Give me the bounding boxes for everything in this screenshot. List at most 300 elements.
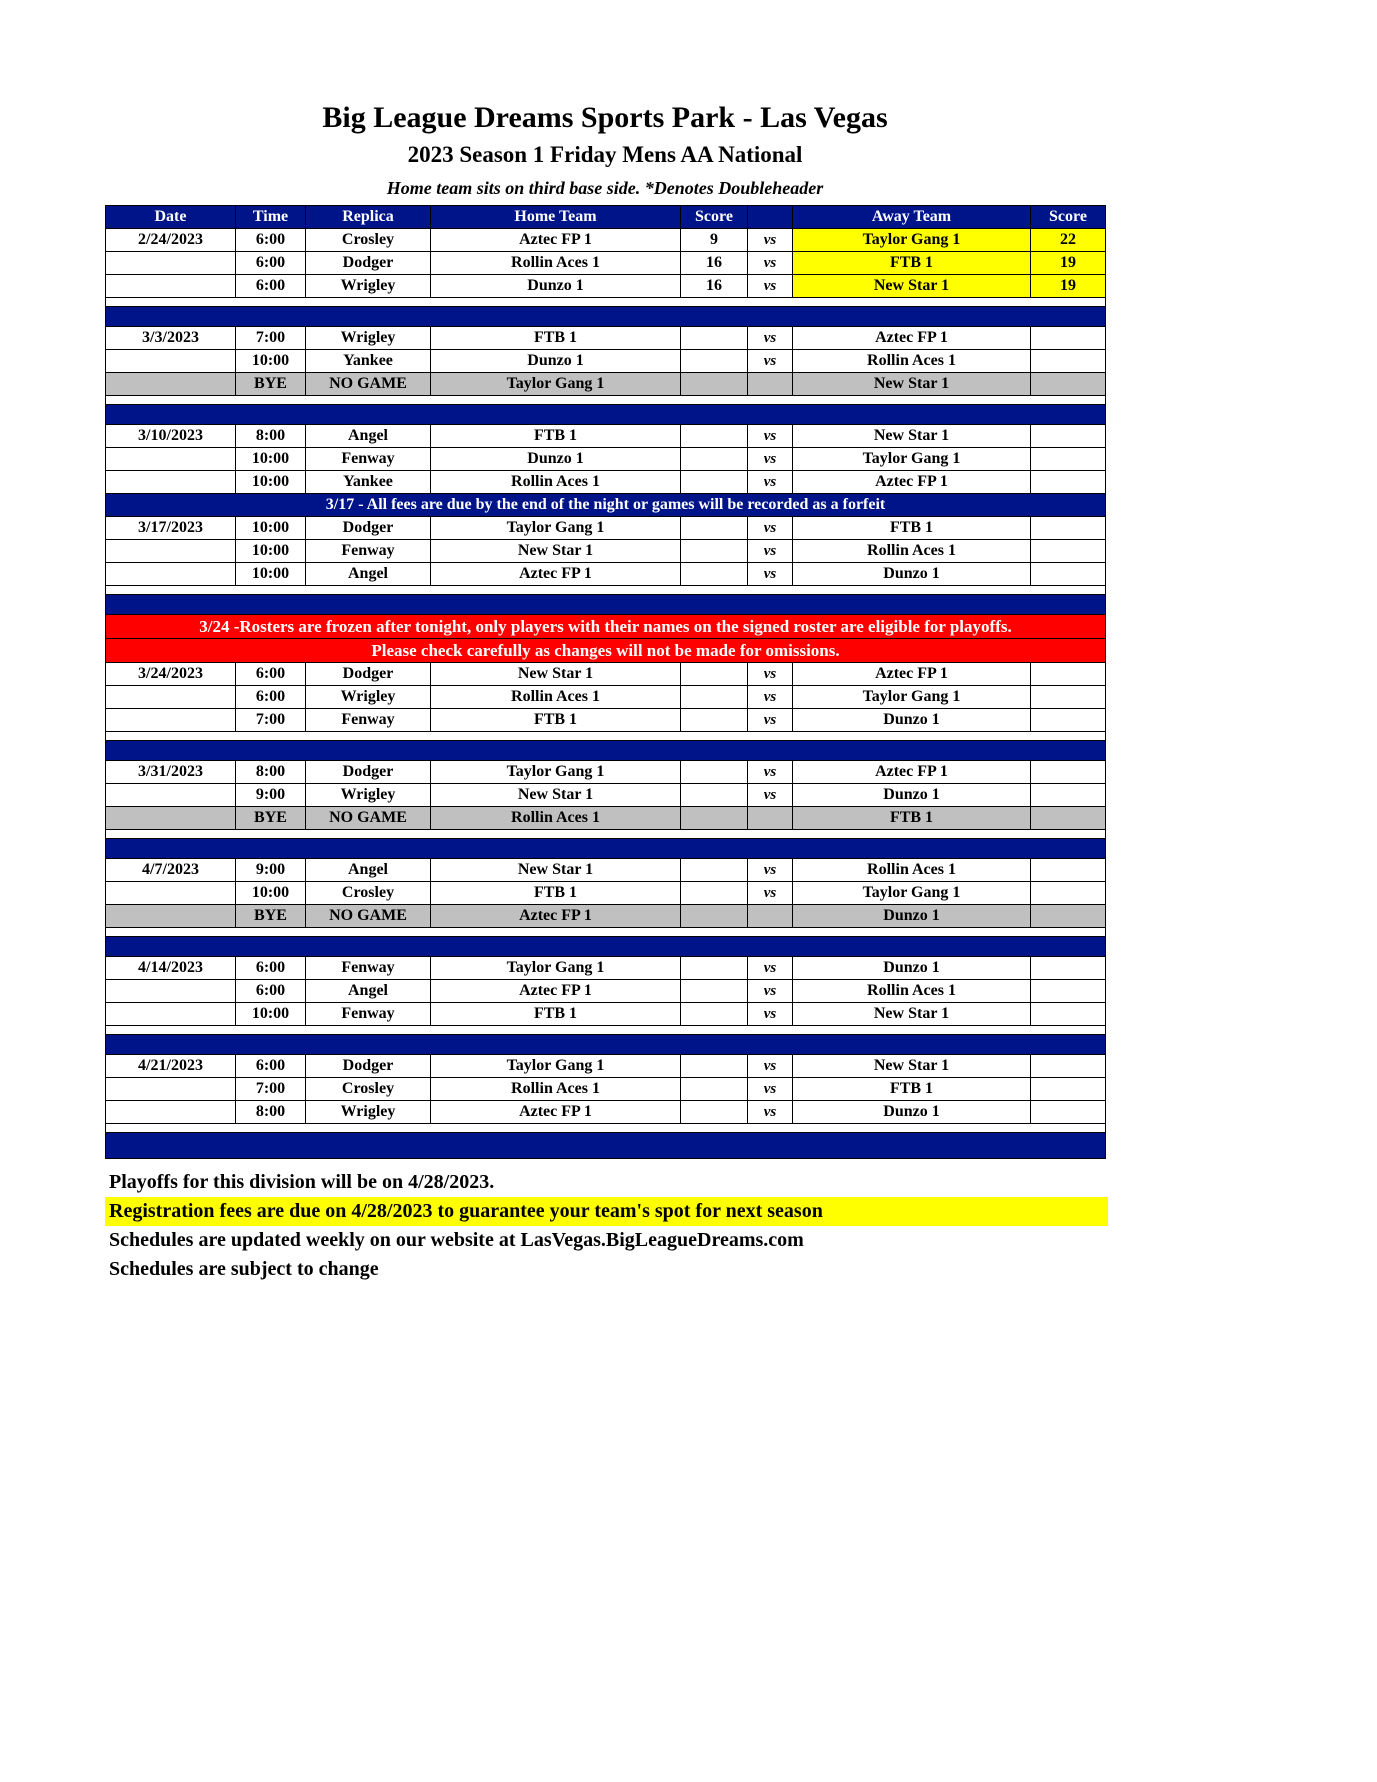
table-row-bye xyxy=(106,807,1106,830)
home-score-cell xyxy=(681,957,748,980)
away-score-cell xyxy=(1031,1101,1106,1124)
home-score-cell xyxy=(681,1078,748,1101)
date-cell xyxy=(106,882,236,905)
away-score-cell xyxy=(1031,980,1106,1003)
away-team-cell: FTB 1 xyxy=(793,252,1031,275)
document-header xyxy=(105,0,1105,200)
home-score-cell xyxy=(681,563,748,586)
away-score-cell xyxy=(1031,425,1106,448)
vs-cell: vs xyxy=(748,980,793,1003)
time-cell: 10:00 xyxy=(236,882,306,905)
away-score-cell xyxy=(1031,807,1106,830)
away-score-cell xyxy=(1031,761,1106,784)
date-cell xyxy=(106,1101,236,1124)
page-subtitle: 2023 Season 1 Friday Mens AA National xyxy=(407,142,803,167)
away-team-cell: Dunzo 1 xyxy=(793,905,1031,928)
home-score-cell xyxy=(681,663,748,686)
date-cell xyxy=(106,686,236,709)
schedule-table xyxy=(105,205,1106,1159)
table-row-game xyxy=(106,229,1106,252)
home-team-cell: Aztec FP 1 xyxy=(431,980,681,1003)
time-cell: 10:00 xyxy=(236,563,306,586)
vs-cell: vs xyxy=(748,425,793,448)
schedule-table-body xyxy=(106,229,1106,1159)
replica-cell: Fenway xyxy=(306,709,431,732)
home-team-cell: Taylor Gang 1 xyxy=(431,517,681,540)
away-score-cell xyxy=(1031,709,1106,732)
date-cell: 4/7/2023 xyxy=(106,859,236,882)
replica-cell: Fenway xyxy=(306,1003,431,1026)
table-row-spacer-navy xyxy=(106,307,1106,327)
away-team-cell: Aztec FP 1 xyxy=(793,663,1031,686)
home-score-cell xyxy=(681,540,748,563)
home-team-cell: Rollin Aces 1 xyxy=(431,807,681,830)
home-team-cell: Aztec FP 1 xyxy=(431,1101,681,1124)
vs-cell: vs xyxy=(748,517,793,540)
away-team-cell: Dunzo 1 xyxy=(793,563,1031,586)
roster-freeze-notice: 3/24 -Rosters are frozen after tonight, only players with their names on the signed roster are eligible for playoffs. xyxy=(106,615,1106,639)
table-row-game xyxy=(106,327,1106,350)
home-team-cell: Aztec FP 1 xyxy=(431,563,681,586)
date-cell xyxy=(106,350,236,373)
vs-cell: vs xyxy=(748,275,793,298)
table-row-game xyxy=(106,784,1106,807)
away-team-cell: Aztec FP 1 xyxy=(793,327,1031,350)
vs-cell: vs xyxy=(748,882,793,905)
fees-due-notice: 3/17 - All fees are due by the end of the night or games will be recorded as a forfeit xyxy=(106,494,1106,517)
vs-cell: vs xyxy=(748,663,793,686)
table-row-spacer-white xyxy=(106,396,1106,405)
away-score-cell xyxy=(1031,784,1106,807)
col-header-home-team: Home Team xyxy=(431,206,681,229)
date-cell xyxy=(106,252,236,275)
replica-cell: NO GAME xyxy=(306,905,431,928)
table-row-spacer-navy xyxy=(106,1133,1106,1159)
home-team-cell: Rollin Aces 1 xyxy=(431,1078,681,1101)
vs-cell: vs xyxy=(748,563,793,586)
replica-cell: Angel xyxy=(306,563,431,586)
home-team-cell: Aztec FP 1 xyxy=(431,229,681,252)
time-cell: 6:00 xyxy=(236,957,306,980)
table-row-spacer-white xyxy=(106,586,1106,595)
away-team-cell: Taylor Gang 1 xyxy=(793,686,1031,709)
col-header-time: Time xyxy=(236,206,306,229)
away-score-cell xyxy=(1031,471,1106,494)
away-team-cell: New Star 1 xyxy=(793,425,1031,448)
spacer-navy xyxy=(106,1133,1106,1159)
table-row-bye xyxy=(106,373,1106,396)
replica-cell: Angel xyxy=(306,425,431,448)
away-score-cell: 22 xyxy=(1031,229,1106,252)
replica-cell: Dodger xyxy=(306,517,431,540)
date-cell xyxy=(106,980,236,1003)
time-cell: 6:00 xyxy=(236,252,306,275)
spacer-navy xyxy=(106,595,1106,615)
home-team-cell: New Star 1 xyxy=(431,859,681,882)
home-team-cell: New Star 1 xyxy=(431,663,681,686)
home-score-cell xyxy=(681,327,748,350)
replica-cell: NO GAME xyxy=(306,373,431,396)
away-score-cell xyxy=(1031,327,1106,350)
time-cell: BYE xyxy=(236,905,306,928)
replica-cell: Crosley xyxy=(306,882,431,905)
replica-cell: Crosley xyxy=(306,229,431,252)
table-row-spacer-white xyxy=(106,732,1106,741)
home-score-cell xyxy=(681,350,748,373)
away-team-cell: New Star 1 xyxy=(793,1055,1031,1078)
date-cell xyxy=(106,784,236,807)
time-cell: 6:00 xyxy=(236,275,306,298)
time-cell: BYE xyxy=(236,373,306,396)
vs-cell: vs xyxy=(748,350,793,373)
table-row-game xyxy=(106,350,1106,373)
away-score-cell xyxy=(1031,663,1106,686)
date-cell xyxy=(106,1078,236,1101)
date-cell xyxy=(106,540,236,563)
time-cell: 8:00 xyxy=(236,1101,306,1124)
replica-cell: Fenway xyxy=(306,448,431,471)
table-row-notice-red xyxy=(106,639,1106,663)
time-cell: 10:00 xyxy=(236,517,306,540)
table-row-spacer-navy xyxy=(106,1035,1106,1055)
date-cell xyxy=(106,275,236,298)
replica-cell: Fenway xyxy=(306,540,431,563)
col-header-away-team: Away Team xyxy=(793,206,1031,229)
away-score-cell: 19 xyxy=(1031,252,1106,275)
spacer-navy xyxy=(106,405,1106,425)
home-score-cell xyxy=(681,784,748,807)
date-cell: 4/21/2023 xyxy=(106,1055,236,1078)
date-cell: 2/24/2023 xyxy=(106,229,236,252)
table-row-game xyxy=(106,1101,1106,1124)
away-score-cell xyxy=(1031,448,1106,471)
table-row-game xyxy=(106,761,1106,784)
spacer-white xyxy=(106,586,1106,595)
spacer-white xyxy=(106,298,1106,307)
table-row-notice-red xyxy=(106,615,1106,639)
vs-cell: vs xyxy=(748,1055,793,1078)
schedule-table-head xyxy=(106,206,1106,229)
table-row-game xyxy=(106,563,1106,586)
away-score-cell xyxy=(1031,373,1106,396)
replica-cell: Dodger xyxy=(306,252,431,275)
home-score-cell xyxy=(681,425,748,448)
away-score-cell xyxy=(1031,957,1106,980)
vs-cell: vs xyxy=(748,686,793,709)
time-cell: 7:00 xyxy=(236,327,306,350)
time-cell: 8:00 xyxy=(236,761,306,784)
col-header-away-score: Score xyxy=(1031,206,1106,229)
table-row-spacer-navy xyxy=(106,937,1106,957)
table-row-bye xyxy=(106,905,1106,928)
table-row-game xyxy=(106,471,1106,494)
vs-cell: vs xyxy=(748,540,793,563)
replica-cell: Wrigley xyxy=(306,327,431,350)
away-score-cell xyxy=(1031,540,1106,563)
page-note: Home team sits on third base side. *Denotes Doubleheader xyxy=(386,178,824,198)
date-cell: 3/31/2023 xyxy=(106,761,236,784)
away-score-cell xyxy=(1031,1078,1106,1101)
away-team-cell: Aztec FP 1 xyxy=(793,471,1031,494)
home-score-cell xyxy=(681,807,748,830)
table-row-spacer-navy xyxy=(106,741,1106,761)
spacer-navy xyxy=(106,839,1106,859)
footer-note: Schedules are updated weekly on our website at LasVegas.BigLeagueDreams.com xyxy=(109,1229,804,1251)
date-cell xyxy=(106,448,236,471)
away-team-cell: Taylor Gang 1 xyxy=(793,229,1031,252)
home-team-cell: FTB 1 xyxy=(431,709,681,732)
spacer-navy xyxy=(106,741,1106,761)
spacer-white xyxy=(106,1026,1106,1035)
date-cell: 3/10/2023 xyxy=(106,425,236,448)
table-row-spacer-white xyxy=(106,1124,1106,1133)
replica-cell: Wrigley xyxy=(306,784,431,807)
date-cell xyxy=(106,471,236,494)
header-row xyxy=(106,206,1106,229)
home-team-cell: New Star 1 xyxy=(431,784,681,807)
table-row-spacer-white xyxy=(106,928,1106,937)
away-score-cell xyxy=(1031,563,1106,586)
away-team-cell: Dunzo 1 xyxy=(793,957,1031,980)
vs-cell: vs xyxy=(748,1078,793,1101)
col-header-date: Date xyxy=(106,206,236,229)
replica-cell: Dodger xyxy=(306,663,431,686)
away-score-cell xyxy=(1031,517,1106,540)
table-row-game xyxy=(106,957,1106,980)
time-cell: 6:00 xyxy=(236,980,306,1003)
table-row-game xyxy=(106,252,1106,275)
away-team-cell: Dunzo 1 xyxy=(793,709,1031,732)
table-row-spacer-navy xyxy=(106,839,1106,859)
spacer-white xyxy=(106,1124,1106,1133)
time-cell: 10:00 xyxy=(236,350,306,373)
home-score-cell xyxy=(681,980,748,1003)
table-row-game xyxy=(106,540,1106,563)
home-score-cell xyxy=(681,517,748,540)
registration-fees-note: Registration fees are due on 4/28/2023 to guarantee your team's spot for next season xyxy=(105,1197,1108,1226)
away-team-cell: Rollin Aces 1 xyxy=(793,980,1031,1003)
home-team-cell: FTB 1 xyxy=(431,327,681,350)
home-team-cell: New Star 1 xyxy=(431,540,681,563)
replica-cell: Fenway xyxy=(306,957,431,980)
col-header-home-score: Score xyxy=(681,206,748,229)
replica-cell: Dodger xyxy=(306,1055,431,1078)
away-score-cell xyxy=(1031,1055,1106,1078)
spacer-white xyxy=(106,396,1106,405)
time-cell: 6:00 xyxy=(236,686,306,709)
away-team-cell: New Star 1 xyxy=(793,1003,1031,1026)
home-team-cell: Taylor Gang 1 xyxy=(431,1055,681,1078)
time-cell: 6:00 xyxy=(236,663,306,686)
home-team-cell: Dunzo 1 xyxy=(431,448,681,471)
table-row-game xyxy=(106,882,1106,905)
away-team-cell: FTB 1 xyxy=(793,807,1031,830)
home-score-cell: 9 xyxy=(681,229,748,252)
home-score-cell xyxy=(681,1055,748,1078)
away-team-cell: Rollin Aces 1 xyxy=(793,350,1031,373)
away-team-cell: New Star 1 xyxy=(793,275,1031,298)
away-team-cell: Taylor Gang 1 xyxy=(793,882,1031,905)
spacer-white xyxy=(106,928,1106,937)
page-title: Big League Dreams Sports Park - Las Vegas xyxy=(322,101,888,134)
col-header-replica: Replica xyxy=(306,206,431,229)
vs-cell xyxy=(748,905,793,928)
home-team-cell: FTB 1 xyxy=(431,425,681,448)
away-team-cell: Dunzo 1 xyxy=(793,1101,1031,1124)
table-row-spacer-navy xyxy=(106,405,1106,425)
date-cell xyxy=(106,373,236,396)
time-cell: 8:00 xyxy=(236,425,306,448)
col-header-vs xyxy=(748,206,793,229)
vs-cell: vs xyxy=(748,784,793,807)
home-score-cell xyxy=(681,471,748,494)
away-team-cell: New Star 1 xyxy=(793,373,1031,396)
table-row-game xyxy=(106,1055,1106,1078)
spacer-white xyxy=(106,732,1106,741)
home-score-cell xyxy=(681,686,748,709)
time-cell: 10:00 xyxy=(236,540,306,563)
away-team-cell: Rollin Aces 1 xyxy=(793,859,1031,882)
home-score-cell xyxy=(681,905,748,928)
vs-cell: vs xyxy=(748,957,793,980)
home-team-cell: Aztec FP 1 xyxy=(431,905,681,928)
home-score-cell xyxy=(681,1003,748,1026)
vs-cell: vs xyxy=(748,252,793,275)
replica-cell: Wrigley xyxy=(306,275,431,298)
date-cell: 3/24/2023 xyxy=(106,663,236,686)
table-row-game xyxy=(106,709,1106,732)
away-team-cell: FTB 1 xyxy=(793,517,1031,540)
spacer-navy xyxy=(106,1035,1106,1055)
away-score-cell xyxy=(1031,350,1106,373)
home-team-cell: FTB 1 xyxy=(431,1003,681,1026)
home-team-cell: FTB 1 xyxy=(431,882,681,905)
replica-cell: Angel xyxy=(306,859,431,882)
vs-cell xyxy=(748,807,793,830)
away-score-cell: 19 xyxy=(1031,275,1106,298)
home-team-cell: Rollin Aces 1 xyxy=(431,252,681,275)
table-row-game xyxy=(106,859,1106,882)
time-cell: 10:00 xyxy=(236,1003,306,1026)
vs-cell: vs xyxy=(748,709,793,732)
vs-cell: vs xyxy=(748,1003,793,1026)
time-cell: 10:00 xyxy=(236,471,306,494)
time-cell: 10:00 xyxy=(236,448,306,471)
vs-cell: vs xyxy=(748,761,793,784)
replica-cell: Yankee xyxy=(306,471,431,494)
home-score-cell xyxy=(681,1101,748,1124)
replica-cell: Yankee xyxy=(306,350,431,373)
date-cell xyxy=(106,905,236,928)
away-score-cell xyxy=(1031,859,1106,882)
home-team-cell: Taylor Gang 1 xyxy=(431,761,681,784)
table-row-game xyxy=(106,980,1106,1003)
time-cell: 7:00 xyxy=(236,1078,306,1101)
away-score-cell xyxy=(1031,686,1106,709)
table-row-spacer-white xyxy=(106,298,1106,307)
date-cell: 4/14/2023 xyxy=(106,957,236,980)
footer-note: Playoffs for this division will be on 4/28/2023. xyxy=(109,1171,495,1193)
time-cell: 9:00 xyxy=(236,859,306,882)
away-team-cell: Aztec FP 1 xyxy=(793,761,1031,784)
home-score-cell xyxy=(681,709,748,732)
home-score-cell: 16 xyxy=(681,252,748,275)
time-cell: 9:00 xyxy=(236,784,306,807)
home-team-cell: Dunzo 1 xyxy=(431,275,681,298)
vs-cell: vs xyxy=(748,448,793,471)
footer-notes xyxy=(105,1168,1108,1284)
vs-cell: vs xyxy=(748,1101,793,1124)
date-cell xyxy=(106,709,236,732)
table-row-game xyxy=(106,1078,1106,1101)
table-row-game xyxy=(106,425,1106,448)
spacer-white xyxy=(106,830,1106,839)
home-score-cell xyxy=(681,882,748,905)
vs-cell: vs xyxy=(748,327,793,350)
table-row-game xyxy=(106,1003,1106,1026)
date-cell: 3/17/2023 xyxy=(106,517,236,540)
replica-cell: Wrigley xyxy=(306,686,431,709)
vs-cell: vs xyxy=(748,471,793,494)
home-score-cell xyxy=(681,448,748,471)
home-team-cell: Dunzo 1 xyxy=(431,350,681,373)
roster-freeze-notice: Please check carefully as changes will not be made for omissions. xyxy=(106,639,1106,663)
away-team-cell: Dunzo 1 xyxy=(793,784,1031,807)
date-cell xyxy=(106,1003,236,1026)
home-team-cell: Rollin Aces 1 xyxy=(431,471,681,494)
replica-cell: Dodger xyxy=(306,761,431,784)
away-score-cell xyxy=(1031,1003,1106,1026)
table-row-spacer-navy xyxy=(106,595,1106,615)
home-team-cell: Taylor Gang 1 xyxy=(431,373,681,396)
table-row-game xyxy=(106,448,1106,471)
replica-cell: NO GAME xyxy=(306,807,431,830)
home-score-cell: 16 xyxy=(681,275,748,298)
vs-cell xyxy=(748,373,793,396)
vs-cell: vs xyxy=(748,859,793,882)
home-score-cell xyxy=(681,859,748,882)
away-team-cell: Taylor Gang 1 xyxy=(793,448,1031,471)
table-row-game xyxy=(106,517,1106,540)
home-score-cell xyxy=(681,761,748,784)
spacer-navy xyxy=(106,937,1106,957)
home-team-cell: Taylor Gang 1 xyxy=(431,957,681,980)
time-cell: BYE xyxy=(236,807,306,830)
away-score-cell xyxy=(1031,882,1106,905)
table-row-game xyxy=(106,686,1106,709)
table-row-game xyxy=(106,275,1106,298)
replica-cell: Crosley xyxy=(306,1078,431,1101)
away-team-cell: Rollin Aces 1 xyxy=(793,540,1031,563)
table-row-game xyxy=(106,663,1106,686)
replica-cell: Wrigley xyxy=(306,1101,431,1124)
table-row-spacer-white xyxy=(106,830,1106,839)
table-row-spacer-white xyxy=(106,1026,1106,1035)
spacer-navy xyxy=(106,307,1106,327)
table-row-notice-navy xyxy=(106,494,1106,517)
date-cell xyxy=(106,563,236,586)
footer-note: Schedules are subject to change xyxy=(109,1258,379,1280)
home-score-cell xyxy=(681,373,748,396)
time-cell: 7:00 xyxy=(236,709,306,732)
time-cell: 6:00 xyxy=(236,229,306,252)
date-cell xyxy=(106,807,236,830)
date-cell: 3/3/2023 xyxy=(106,327,236,350)
replica-cell: Angel xyxy=(306,980,431,1003)
away-team-cell: FTB 1 xyxy=(793,1078,1031,1101)
vs-cell: vs xyxy=(748,229,793,252)
home-team-cell: Rollin Aces 1 xyxy=(431,686,681,709)
